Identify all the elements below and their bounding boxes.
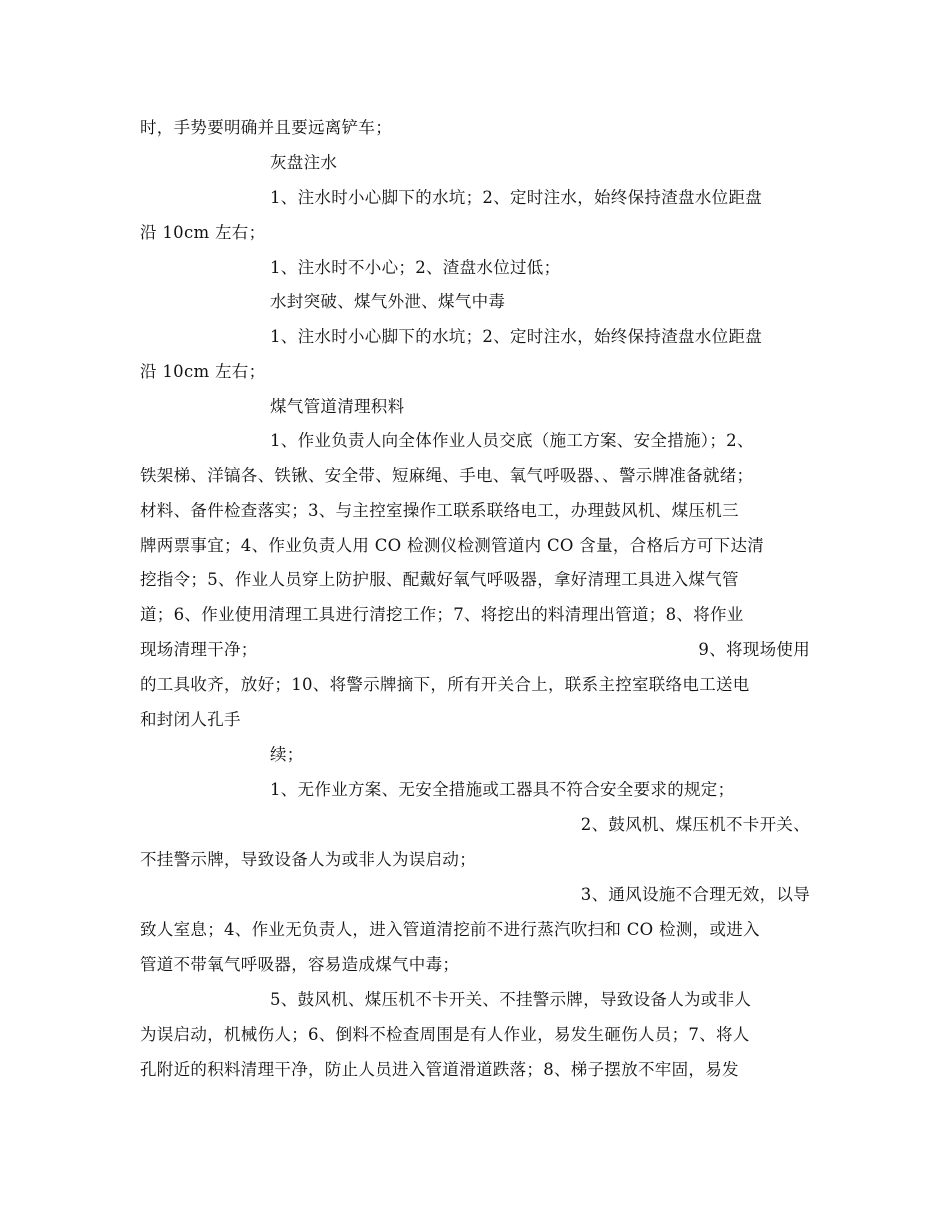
text-line: 煤气管道清理积料	[270, 397, 405, 416]
text-line: 3、通风设施不合理无效，以导	[580, 885, 810, 904]
text-line: 材料、备件检查落实；3、与主控室操作工联系联络电工，办理鼓风机、煤压机三	[140, 501, 739, 520]
text-line: 时，手势要明确并且要远离铲车；	[140, 118, 392, 137]
text-line: 沿 10cm 左右；	[140, 223, 266, 242]
text-line: 9、将现场使用	[698, 640, 810, 659]
text-line: 道；6、作业使用清理工具进行清挖工作；7、将挖出的料清理出管道；8、将作业	[140, 605, 744, 624]
text-line: 1、注水时不小心；2、渣盘水位过低；	[270, 258, 561, 277]
text-line: 1、注水时小心脚下的水坑；2、定时注水，始终保持渣盘水位距盘	[270, 188, 762, 207]
text-line: 和封闭人孔手	[140, 710, 241, 729]
text-line: 管道不带氧气呼吸器，容易造成煤气中毒；	[140, 955, 460, 974]
text-line: 的工具收齐，放好；10、将警示牌摘下，所有开关合上，联系主控室联络电工送电	[140, 675, 750, 694]
text-line: 1、无作业方案、无安全措施或工器具不符合安全要求的规定；	[270, 780, 735, 799]
text-line: 铁架梯、洋镐各、铁锹、安全带、短麻绳、手电、氧气呼吸器、、警示牌准备就绪；	[140, 466, 754, 485]
text-line: 1、注水时小心脚下的水坑；2、定时注水，始终保持渣盘水位距盘	[270, 327, 762, 346]
text-line: 灰盘注水	[270, 153, 338, 172]
text-line: 1、作业负责人向全体作业人员交底（施工方案、安全措施）；2、	[270, 431, 754, 450]
text-line: 现场清理干净；	[140, 640, 258, 659]
text-line: 沿 10cm 左右；	[140, 362, 266, 381]
text-line: 水封突破、煤气外泄、煤气中毒	[270, 292, 506, 311]
text-line: 牌两票事宜；4、作业负责人用 CO 检测仪检测管道内 CO 含量，合格后方可下达清	[140, 536, 765, 555]
text-line: 为误启动，机械伤人；6、倒料不检查周围是有人作业，易发生砸伤人员；7、将人	[140, 1025, 750, 1044]
text-line: 挖指令；5、作业人员穿上防护服、配戴好氧气呼吸器，拿好清理工具进入煤气管	[140, 570, 739, 589]
text-line: 2、鼓风机、煤压机不卡开关、	[580, 815, 810, 834]
text-line: 致人室息；4、作业无负责人，进入管道清挖前不进行蒸汽吹扫和 CO 检测，或进入	[140, 920, 760, 939]
text-line: 续；	[270, 745, 304, 764]
text-line: 5、鼓风机、煤压机不卡开关、不挂警示牌，导致设备人为或非人	[270, 990, 752, 1009]
text-line: 不挂警示牌，导致设备人为或非人为误启动；	[140, 850, 476, 869]
text-line: 孔附近的积料清理干净，防止人员进入管道滑道跌落；8、梯子摆放不牢固，易发	[140, 1060, 739, 1079]
